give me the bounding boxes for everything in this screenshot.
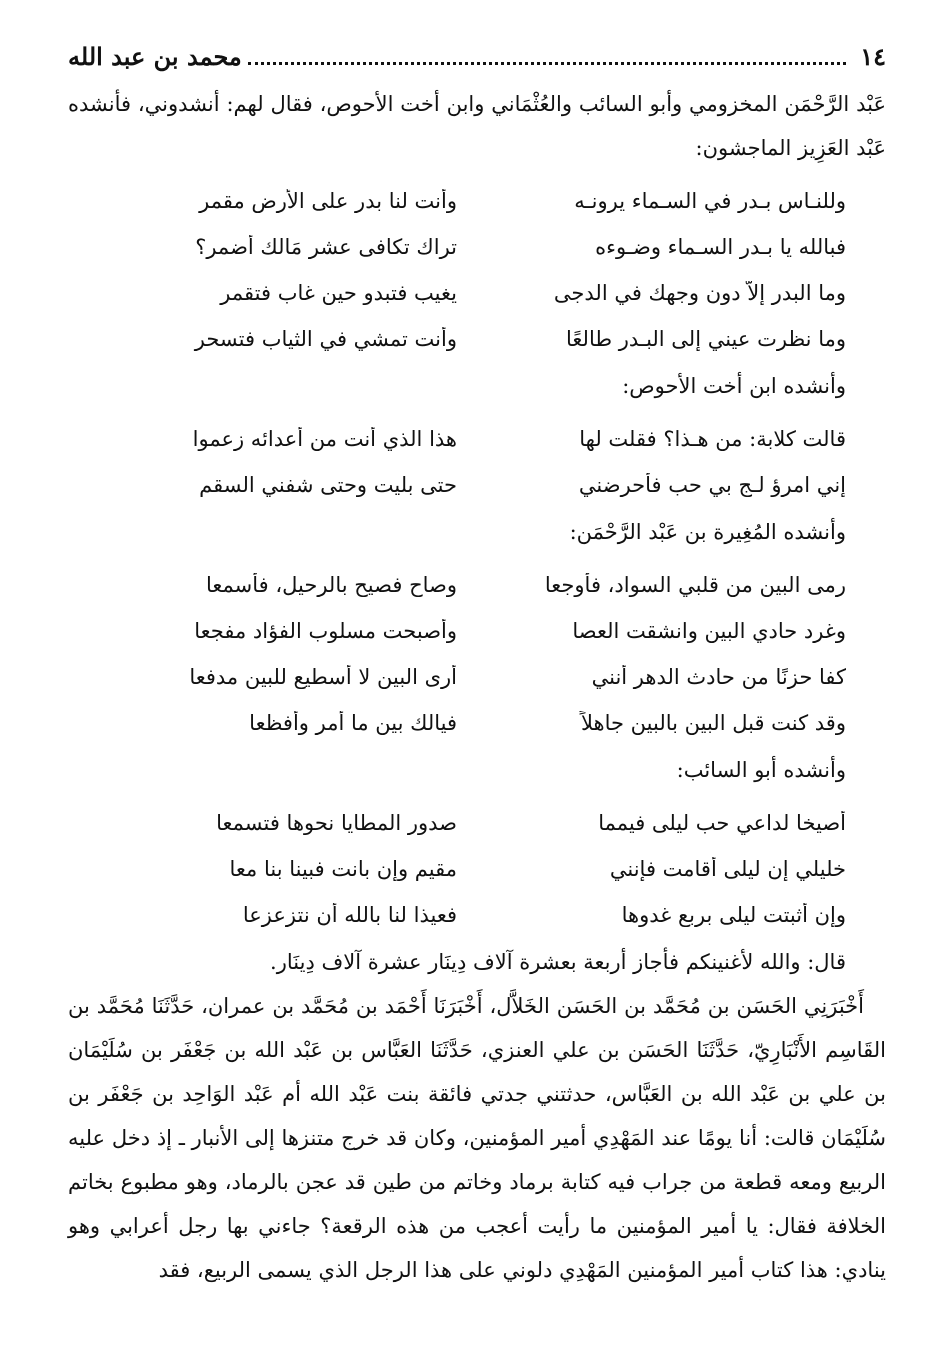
poem-4 (68, 800, 886, 938)
verse-first-hemistich: وللنـاس بـدر في السـماء يرونـه (574, 189, 846, 213)
poem-3 (68, 562, 886, 746)
verse-second-hemistich: وأصبحت مسلوب الفؤاد مفجعا (194, 619, 457, 643)
page-number: ١٤ (860, 42, 886, 71)
verse-line (68, 462, 886, 508)
verse-second-hemistich: وصاح فصيح بالرحيل، فأسمعا (205, 573, 457, 597)
poem-intro-2: وأنشده ابن أخت الأحوص: (622, 374, 846, 398)
header-dot-leader (248, 62, 846, 65)
verse-line (68, 654, 886, 700)
verse-first-hemistich: وما نظرت عيني إلى البـدر طالعًا (566, 327, 846, 351)
paragraph-6: أَخْبَرَنِي الحَسَن بن مُحَمَّد بن الحَسَن الخَلاَّل، أَخْبَرَنَا أَحْمَد بن مُحَمَّد بن عمران، حَدَّثَنَا مُحَمَّد بن القَاسِم الأَنْبَارِيّ، حَدَّثَنَا الحَسَن بن علي العنزي، حَدَّثَنَا العَبَّاس بن عَبْد الله بن جَعْفَر بن سُلَيْمَان بن علي بن عَبْد الله بن العَبَّاس، حدثتني جدتي فائقة بنت عَبْد الله أم عَبْد الوَاحِد بن جَعْفَر بن سُلَيْمَان قالت: أنا يومًا عند المَهْدِي أمير المؤمنين، وكان قد خرج متنزها إلى الأنبار ـ إذ دخل عليه الربيع ومعه قطعة من جراب فيه كتابة برماد وخاتم من طين قد عجن بالرماد، وهو مطبوع بخاتم الخلافة فقال: يا أمير المؤمنين ما رأيت أعجب من هذه الرقعة؟ جاءني بها رجل أعرابي وهو ينادي: هذا كتاب أمير المؤمنين المَهْدِي دلوني على هذا الرجل الذي يسمى الربيع، فقد (68, 994, 886, 1282)
poem-intro-3: وأنشده المُغِيرة بن عَبْد الرَّحْمَن: (569, 520, 846, 544)
verse-first-hemistich: وإن أثبتت ليلى بربع غدوها (621, 903, 846, 927)
poem-2 (68, 416, 886, 508)
verse-line (68, 846, 886, 892)
verse-first-hemistich: قالت كلابة: من هـذا؟ فقلت لها (579, 427, 846, 451)
verse-line (68, 562, 886, 608)
verse-first-hemistich: فبالله يا بـدر السـماء وضـوءه (595, 235, 846, 259)
verse-line (68, 224, 886, 270)
verse-line (68, 892, 886, 938)
verse-second-hemistich: مقيم وإن بانت فبينا بنا معا (229, 857, 457, 881)
verse-first-hemistich: خليلي إن ليلى أقامت فإنني (609, 857, 846, 881)
poem-1 (68, 178, 886, 362)
verse-line (68, 316, 886, 362)
verse-line (68, 416, 886, 462)
verse-second-hemistich: أرى البين لا أسطيع للبين مدفعا (189, 665, 457, 689)
page-header (68, 42, 886, 82)
verse-line (68, 800, 886, 846)
verse-first-hemistich: أصيخا لداعي حب ليلى فيمما (598, 811, 846, 835)
verse-second-hemistich: فعيذا لنا بالله أن نتزعزعا (242, 903, 457, 927)
verse-second-hemistich: تراك تكافى عشر مَالك أضمر؟ (195, 235, 457, 259)
verse-first-hemistich: وقد كنت قبل البين بالبين جاهلاً (581, 711, 846, 735)
verse-first-hemistich: إني امرؤ لـج بي حب فأحرضني (578, 473, 846, 497)
verse-line (68, 700, 886, 746)
poem-intro-4: وأنشده أبو السائب: (676, 758, 846, 782)
verse-second-hemistich: فيالك بين ما أمر وأفظعا (249, 711, 457, 735)
verse-second-hemistich: يغيب فتبدو حين غاب فتقمر (220, 281, 457, 305)
verse-line (68, 178, 886, 224)
verse-second-hemistich: وأنت لنا بدر على الأرض مقمر (199, 189, 457, 213)
verse-line (68, 270, 886, 316)
verse-first-hemistich: وما البدر إلاّ دون وجهك في الدجى (553, 281, 846, 305)
paragraph-5: قال: والله لأغنينكم فأجاز أربعة بعشرة آلاف دِينَار عشرة آلاف دِينَار. (270, 950, 846, 974)
verse-second-hemistich: هذا الذي أنت من أعدائه زعموا (192, 427, 457, 451)
verse-second-hemistich: حتى بليت وحتى شفني السقم (199, 473, 457, 497)
verse-second-hemistich: صدور المطايا نحوها فتسمعا (216, 811, 457, 835)
paragraph-1: عَبْد الرَّحْمَن المخزومي وأبو السائب والعُثْمَاني وابن أخت الأحوص، فقال لهم: أنشدوني، فأنشده عَبْد العَزِيز الماجشون: (68, 92, 886, 160)
verse-first-hemistich: رمى البين من قلبي السواد، فأوجعا (544, 573, 846, 597)
verse-first-hemistich: كفا حزنًا من حادث الدهر أنني (591, 665, 846, 689)
verse-line (68, 608, 886, 654)
verse-second-hemistich: وأنت تمشي في الثياب فتسحر (194, 327, 457, 351)
running-title: محمد بن عبد الله (68, 42, 242, 71)
verse-first-hemistich: وغرد حادي البين وانشقت العصا (572, 619, 846, 643)
